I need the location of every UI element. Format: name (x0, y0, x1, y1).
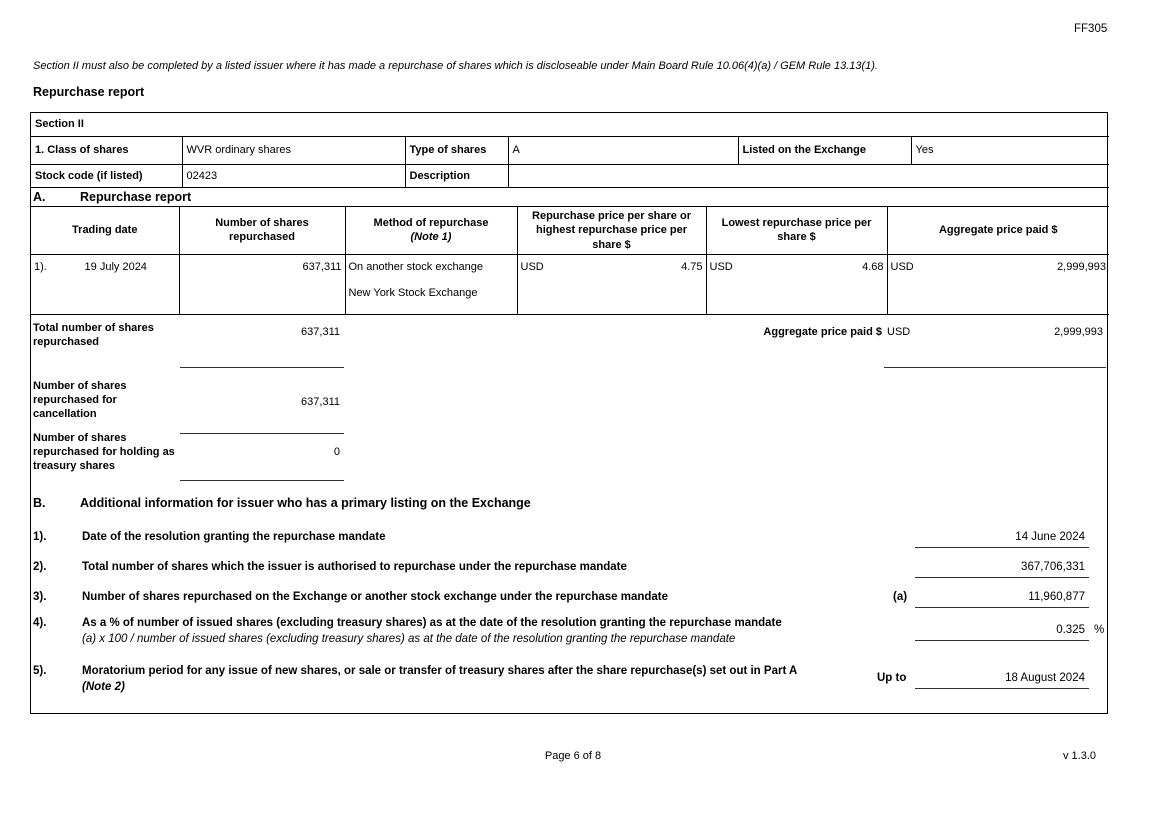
repurchase-table (31, 206, 1109, 315)
aggregate-paid-row (763, 322, 1106, 368)
highest-price-currency: USD (520, 260, 544, 273)
col-method-note: (Note 1) (410, 231, 452, 244)
shares-repurchased-value: 637,311 (179, 254, 345, 314)
item-1-marker: 1). (33, 531, 47, 543)
section-a-heading (31, 190, 1107, 206)
item-3-text: Number of shares repurchased on the Exchange or another stock exchange under the repurchase mandate (82, 591, 669, 603)
trading-date-value: 19 July 2024 (84, 260, 147, 273)
treasury-label: Number of shares repurchased for holding as treasury shares (33, 432, 175, 472)
aggregate-price-value: 2,999,993 (1057, 260, 1106, 273)
section-a-title: Repurchase report (80, 190, 192, 204)
item-5-note: (Note 2) (82, 680, 125, 693)
page-title: Repurchase report (33, 85, 145, 99)
col-method (345, 207, 517, 255)
aggregate-paid-box (884, 322, 1106, 368)
item-4-text-main: As a % of number of issued shares (excluding treasury shares) as at the date of the resolution granting the repurchase mandate (82, 617, 782, 629)
total-shares-value: 637,311 (180, 322, 344, 368)
lowest-price-currency: USD (709, 260, 733, 273)
item-4-note: (a) x 100 / number of issued shares (excluding treasury shares) as at the date of the resolution granting the repurchase mandate (82, 632, 736, 645)
col-lowest-price: Lowest repurchase price per share $ (706, 207, 887, 255)
listed-on-exchange-label: Listed on the Exchange (738, 136, 911, 164)
description-label: Description (405, 164, 508, 187)
form-code: FF305 (1074, 23, 1108, 35)
type-of-shares-value: A (508, 136, 738, 164)
lowest-price-value: 4.68 (862, 260, 884, 273)
treasury-value: 0 (180, 432, 344, 481)
col-aggregate-price: Aggregate price paid $ (887, 207, 1109, 255)
item-3-marker: 3). (33, 591, 47, 603)
share-info-table (31, 113, 1109, 188)
row-index: 1). (34, 260, 47, 273)
item-5-text-main: Moratorium period for any issue of new shares, or sale or transfer of treasury shares after the share repurchase(s) set out in Part A (82, 665, 798, 677)
item-1-value: 14 June 2024 (915, 531, 1089, 548)
item-2-value: 367,706,331 (915, 561, 1089, 578)
version-label: v 1.3.0 (1062, 750, 1096, 762)
col-shares-repurchased: Number of shares repurchased (179, 207, 345, 255)
table-row (31, 254, 1109, 314)
col-highest-price: Repurchase price per share or highest repurchase price per share $ (517, 207, 706, 255)
description-value (508, 164, 1109, 187)
method-line1: On another stock exchange (348, 260, 484, 273)
type-of-shares-label: Type of shares (405, 136, 508, 164)
col-method-label: Method of repurchase (373, 217, 489, 230)
method-cell (345, 254, 517, 314)
total-shares-label: Total number of shares repurchased (33, 322, 154, 348)
item-4-value: 0.325 (915, 624, 1089, 641)
stock-code-value: 02423 (182, 164, 405, 187)
item-1-text: Date of the resolution granting the repurchase mandate (82, 531, 386, 543)
item-5-value: 18 August 2024 (915, 672, 1089, 689)
item-5-text (82, 665, 892, 695)
section-a-marker: A. (33, 190, 46, 204)
item-5-marker: 5). (33, 665, 47, 677)
class-of-shares-label: 1. Class of shares (31, 136, 182, 164)
aggregate-price-currency: USD (890, 260, 914, 273)
highest-price-value: 4.75 (681, 260, 703, 273)
intro-note: Section II must also be completed by a listed issuer where it has made a repurchase of shares which is discloseable under Main Board Rule 10.06(4)(a) / GEM Rule 13.13(1). (33, 60, 878, 72)
cancellation-value: 637,311 (180, 380, 344, 434)
section-ii-label: Section II (31, 113, 1109, 136)
page-indicator: Page 6 of 8 (544, 750, 602, 762)
item-4-marker: 4). (33, 617, 47, 629)
cancellation-label: Number of shares repurchased for cancellation (33, 380, 127, 420)
item-3-value: 11,960,877 (915, 591, 1089, 608)
report-box (30, 112, 1108, 714)
col-trading-date: Trading date (31, 207, 179, 255)
item-4-text (82, 617, 892, 647)
section-b-title: Additional information for issuer who has a primary listing on the Exchange (80, 496, 531, 510)
item-5-prefix: Up to (877, 672, 907, 684)
aggregate-paid-currency: USD (887, 326, 911, 338)
aggregate-paid-label: Aggregate price paid $ (763, 326, 882, 338)
stock-code-label: Stock code (if listed) (31, 164, 182, 187)
item-2-text: Total number of shares which the issuer is authorised to repurchase under the repurchase mandate (82, 561, 627, 573)
listed-on-exchange-value: Yes (911, 136, 1109, 164)
aggregate-paid-value: 2,999,993 (1054, 326, 1103, 338)
section-b-heading (31, 496, 1107, 512)
method-line2: New York Stock Exchange (348, 286, 478, 299)
item-2-marker: 2). (33, 561, 47, 573)
section-b-marker: B. (33, 496, 46, 510)
item-3-prefix: (a) (893, 591, 908, 603)
item-4-suffix: % (1094, 624, 1105, 636)
class-of-shares-value: WVR ordinary shares (182, 136, 405, 164)
